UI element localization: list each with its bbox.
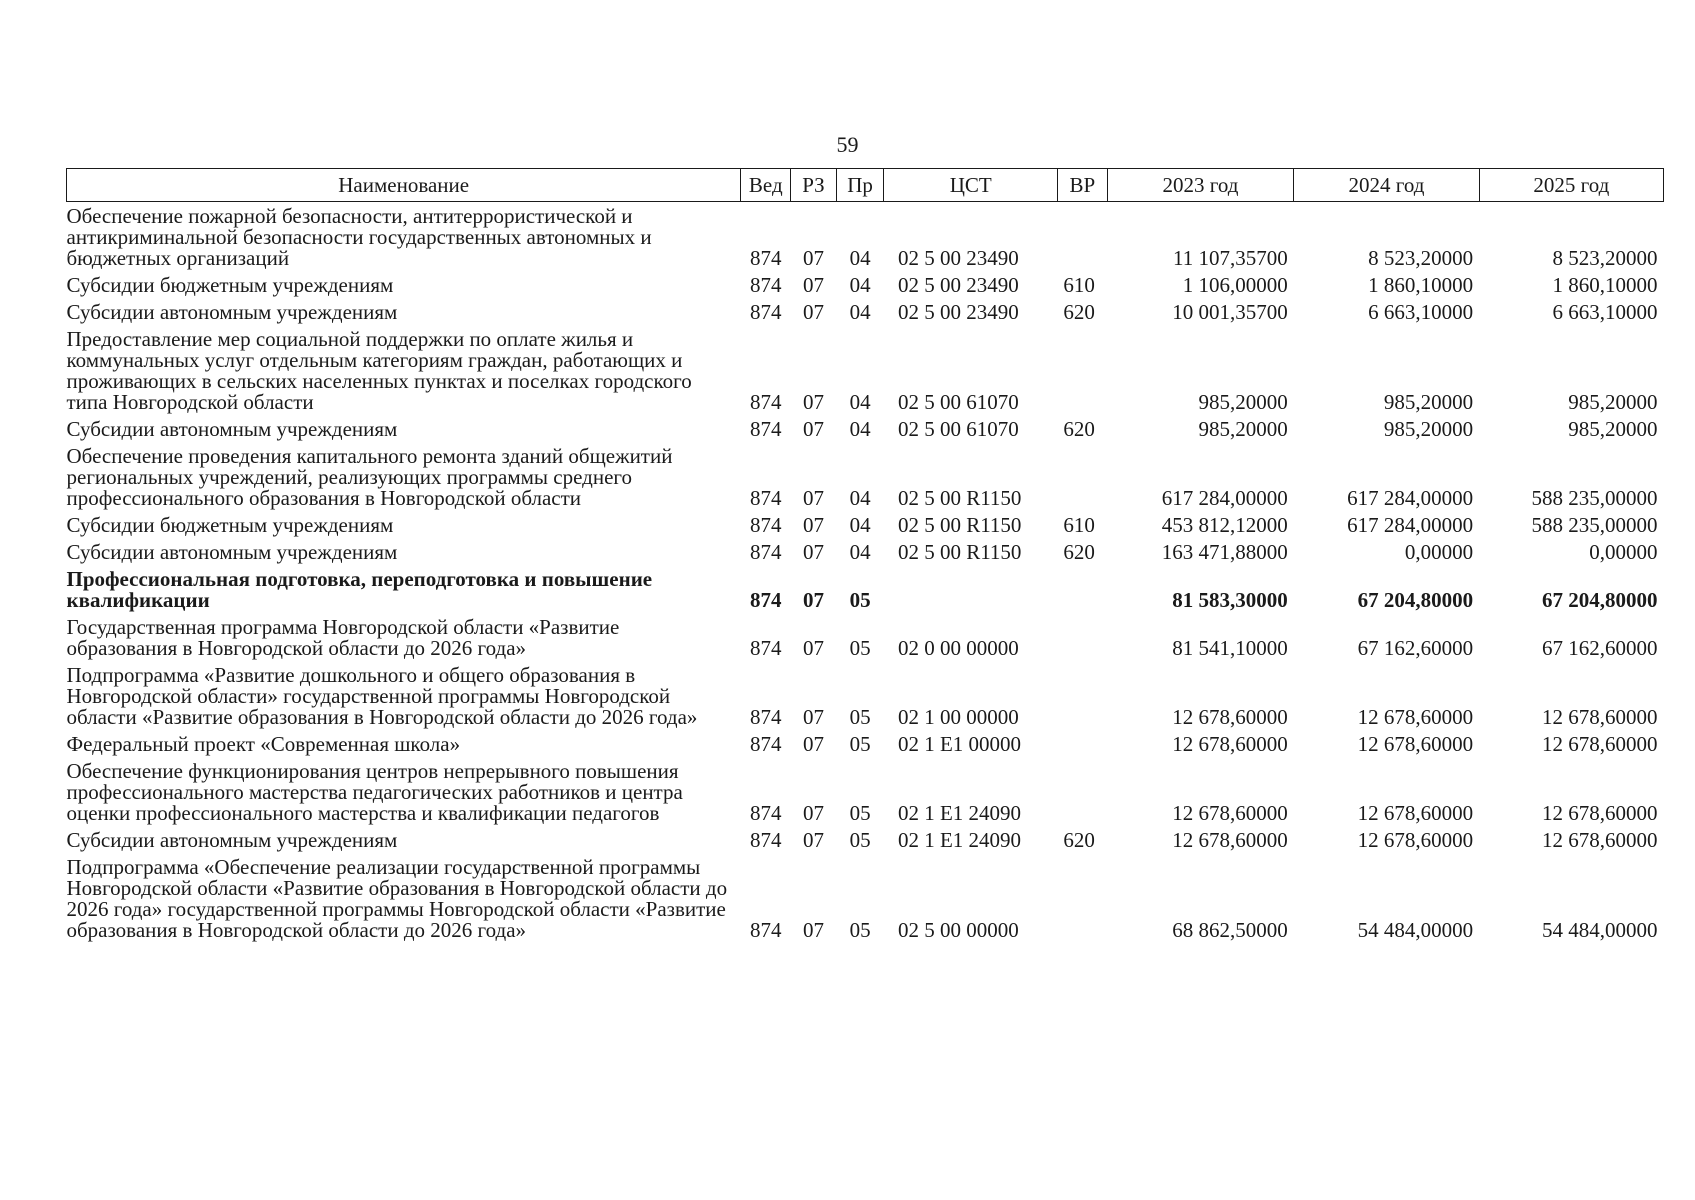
cell-2023: 81 583,30000	[1172, 588, 1288, 612]
table-row	[67, 271, 1664, 298]
cell-2025: 12 678,60000	[1542, 801, 1658, 825]
table-row	[67, 298, 1664, 325]
cell-rz: 07	[802, 828, 824, 852]
cell-2024: 12 678,60000	[1357, 801, 1474, 825]
table-row	[67, 853, 1664, 943]
cell-vr: 610	[1063, 513, 1095, 537]
cell-rz: 07	[802, 540, 824, 564]
cell-2024: 617 284,00000	[1347, 486, 1474, 510]
cell-ved: 874	[750, 588, 782, 612]
cell-name: Обеспечение проведения капитального ремонта зданий общежитий региональных учреждений, реализующих программы среднего профессионального образования в Новгородской области	[66, 444, 673, 510]
table-row	[67, 661, 1664, 730]
cell-vr: 610	[1063, 273, 1095, 297]
cell-2023: 12 678,60000	[1172, 732, 1288, 756]
cell-name: Обеспечение пожарной безопасности, антитеррористической и антикриминальной безопасности государственных автономных и бюджетных организаций	[66, 204, 652, 270]
cell-2023: 163 471,88000	[1161, 540, 1288, 564]
header-name: Наименование	[67, 169, 741, 202]
cell-name: Субсидии бюджетным учреждениям	[66, 513, 394, 537]
cell-pr: 04	[849, 390, 871, 414]
cell-name: Федеральный проект «Современная школа»	[66, 732, 461, 756]
cell-2023: 81 541,10000	[1172, 636, 1288, 660]
cell-cst: 02 0 00 00000	[897, 636, 1019, 660]
cell-vr	[1057, 757, 1107, 826]
cell-2023: 11 107,35700	[1173, 246, 1288, 270]
cell-ved: 874	[750, 705, 782, 729]
cell-2025: 12 678,60000	[1542, 828, 1658, 852]
cell-name: Государственная программа Новгородской области «Развитие образования в Новгородской области до 2026 года»	[66, 615, 620, 660]
cell-2024: 12 678,60000	[1357, 705, 1474, 729]
cell-2023: 68 862,50000	[1172, 918, 1288, 942]
cell-cst: 02 5 00 23490	[897, 300, 1019, 324]
cell-pr: 05	[849, 588, 871, 612]
cell-2025: 588 235,00000	[1531, 513, 1658, 537]
table-body	[67, 202, 1664, 944]
cell-vr	[1057, 853, 1107, 943]
cell-2025: 985,20000	[1568, 390, 1658, 414]
cell-pr: 04	[849, 540, 871, 564]
cell-vr: 620	[1063, 300, 1095, 324]
cell-cst: 02 5 00 R1150	[897, 513, 1022, 537]
cell-pr: 04	[849, 417, 871, 441]
cell-rz: 07	[802, 732, 824, 756]
cell-ved: 874	[750, 246, 782, 270]
cell-2023: 985,20000	[1198, 417, 1288, 441]
cell-vr	[1057, 661, 1107, 730]
cell-name: Субсидии автономным учреждениям	[66, 300, 398, 324]
table-row	[67, 442, 1664, 511]
cell-2025: 985,20000	[1568, 417, 1658, 441]
cell-cst: 02 1 E1 00000	[897, 732, 1022, 756]
page-number: 59	[836, 132, 859, 157]
cell-cst: 02 5 00 00000	[897, 918, 1019, 942]
cell-rz: 07	[802, 801, 824, 825]
cell-cst: 02 1 E1 24090	[897, 828, 1022, 852]
cell-2024: 54 484,00000	[1357, 918, 1474, 942]
cell-rz: 07	[802, 636, 824, 660]
cell-ved: 874	[750, 300, 782, 324]
cell-vr	[1057, 442, 1107, 511]
cell-pr: 04	[849, 246, 871, 270]
cell-rz: 07	[802, 705, 824, 729]
cell-vr	[1057, 325, 1107, 415]
cell-name: Субсидии автономным учреждениям	[66, 417, 398, 441]
cell-name: Субсидии автономным учреждениям	[66, 540, 398, 564]
cell-2025: 1 860,10000	[1552, 273, 1658, 297]
cell-2024: 6 663,10000	[1368, 300, 1474, 324]
cell-rz: 07	[802, 273, 824, 297]
cell-cst: 02 5 00 R1150	[897, 486, 1022, 510]
cell-ved: 874	[750, 918, 782, 942]
cell-2024: 985,20000	[1383, 417, 1474, 441]
header-ved: Вед	[741, 169, 791, 202]
header-rz: РЗ	[791, 169, 837, 202]
cell-2024: 1 860,10000	[1368, 273, 1474, 297]
cell-cst: 02 5 00 23490	[897, 246, 1019, 270]
table-row	[67, 538, 1664, 565]
cell-2023: 1 106,00000	[1182, 273, 1288, 297]
cell-2025: 12 678,60000	[1542, 732, 1658, 756]
cell-vr	[1057, 565, 1107, 613]
header-2024: 2024 год	[1294, 169, 1479, 202]
cell-pr: 04	[849, 300, 871, 324]
cell-2025: 12 678,60000	[1542, 705, 1658, 729]
cell-rz: 07	[802, 918, 824, 942]
table-row	[67, 826, 1664, 853]
cell-2023: 453 812,12000	[1161, 513, 1288, 537]
cell-vr	[1057, 202, 1107, 272]
cell-pr: 05	[849, 732, 871, 756]
cell-vr	[1057, 613, 1107, 661]
cell-2024: 985,20000	[1383, 390, 1474, 414]
cell-pr: 04	[849, 273, 871, 297]
cell-name: Подпрограмма «Обеспечение реализации государственной программы Новгородской области «Развитие образования в Новгородской области до 2026 года» государственной программы Новгородской области «Развитие образования в Новгородской области до 2026 года»	[66, 855, 728, 942]
cell-2025: 588 235,00000	[1531, 486, 1658, 510]
cell-2025: 67 162,60000	[1542, 636, 1658, 660]
cell-cst: 02 5 00 61070	[897, 417, 1019, 441]
table-row	[67, 565, 1664, 613]
cell-name: Обеспечение функционирования центров непрерывного повышения профессионального мастерства педагогических работников и центра оценки профессионального мастерства и квалификации педагогов	[66, 759, 683, 825]
cell-rz: 07	[802, 246, 824, 270]
cell-pr: 05	[849, 801, 871, 825]
cell-rz: 07	[802, 390, 824, 414]
cell-vr: 620	[1063, 828, 1095, 852]
cell-ved: 874	[750, 801, 782, 825]
cell-vr: 620	[1063, 540, 1095, 564]
cell-2025: 0,00000	[1589, 540, 1658, 564]
table-row	[67, 325, 1664, 415]
cell-2025: 8 523,20000	[1552, 246, 1658, 270]
cell-pr: 04	[849, 513, 871, 537]
cell-cst: 02 5 00 61070	[897, 390, 1019, 414]
cell-name: Предоставление мер социальной поддержки по оплате жилья и коммунальных услуг отдельным категориям граждан, работающих и проживающих в сельских населенных пунктах и поселках городского типа Новгородской области	[66, 327, 692, 414]
cell-cst: 02 1 E1 24090	[897, 801, 1022, 825]
table-row	[67, 415, 1664, 442]
cell-2024: 12 678,60000	[1357, 828, 1474, 852]
cell-2023: 12 678,60000	[1172, 705, 1288, 729]
table-row	[67, 613, 1664, 661]
cell-rz: 07	[802, 513, 824, 537]
header-row	[67, 169, 1664, 202]
header-cst: ЦСТ	[884, 169, 1057, 202]
cell-pr: 04	[849, 486, 871, 510]
cell-2024: 67 162,60000	[1357, 636, 1474, 660]
table-row	[67, 202, 1664, 272]
header-pr: Пр	[836, 169, 884, 202]
cell-rz: 07	[802, 300, 824, 324]
cell-2023: 12 678,60000	[1172, 801, 1288, 825]
cell-name: Субсидии автономным учреждениям	[66, 828, 398, 852]
cell-2024: 12 678,60000	[1357, 732, 1474, 756]
cell-ved: 874	[750, 417, 782, 441]
cell-name: Профессиональная подготовка, переподготовка и повышение квалификации	[66, 567, 653, 612]
cell-cst	[884, 565, 1057, 613]
cell-ved: 874	[750, 390, 782, 414]
cell-pr: 05	[849, 705, 871, 729]
cell-cst: 02 1 00 00000	[897, 705, 1019, 729]
cell-pr: 05	[849, 918, 871, 942]
cell-name: Подпрограмма «Развитие дошкольного и общего образования в Новгородской области» государственной программы Новгородской области «Развитие образования в Новгородской области до 2026 года»	[66, 663, 698, 729]
cell-ved: 874	[750, 540, 782, 564]
cell-vr	[1057, 730, 1107, 757]
cell-2024: 0,00000	[1404, 540, 1474, 564]
cell-rz: 07	[802, 588, 824, 612]
cell-vr: 620	[1063, 417, 1095, 441]
cell-2023: 12 678,60000	[1172, 828, 1288, 852]
cell-ved: 874	[750, 273, 782, 297]
header-2023: 2023 год	[1107, 169, 1293, 202]
header-2025: 2025 год	[1479, 169, 1663, 202]
cell-2023: 985,20000	[1198, 390, 1288, 414]
cell-ved: 874	[750, 636, 782, 660]
table-row	[67, 757, 1664, 826]
cell-ved: 874	[750, 732, 782, 756]
cell-ved: 874	[750, 513, 782, 537]
cell-pr: 05	[849, 636, 871, 660]
cell-rz: 07	[802, 417, 824, 441]
table-header	[67, 169, 1664, 202]
cell-2025: 54 484,00000	[1542, 918, 1658, 942]
table-row	[67, 511, 1664, 538]
cell-2023: 617 284,00000	[1161, 486, 1288, 510]
table-row	[67, 730, 1664, 757]
cell-2023: 10 001,35700	[1172, 300, 1288, 324]
cell-cst: 02 5 00 23490	[897, 273, 1019, 297]
cell-2025: 67 204,80000	[1542, 588, 1658, 612]
cell-2024: 67 204,80000	[1357, 588, 1474, 612]
cell-2024: 617 284,00000	[1347, 513, 1474, 537]
header-vr: ВР	[1057, 169, 1107, 202]
budget-table	[66, 168, 1664, 943]
cell-pr: 05	[849, 828, 871, 852]
cell-rz: 07	[802, 486, 824, 510]
cell-ved: 874	[750, 828, 782, 852]
cell-cst: 02 5 00 R1150	[897, 540, 1022, 564]
cell-2025: 6 663,10000	[1552, 300, 1658, 324]
cell-ved: 874	[750, 486, 782, 510]
cell-2024: 8 523,20000	[1368, 246, 1474, 270]
cell-name: Субсидии бюджетным учреждениям	[66, 273, 394, 297]
